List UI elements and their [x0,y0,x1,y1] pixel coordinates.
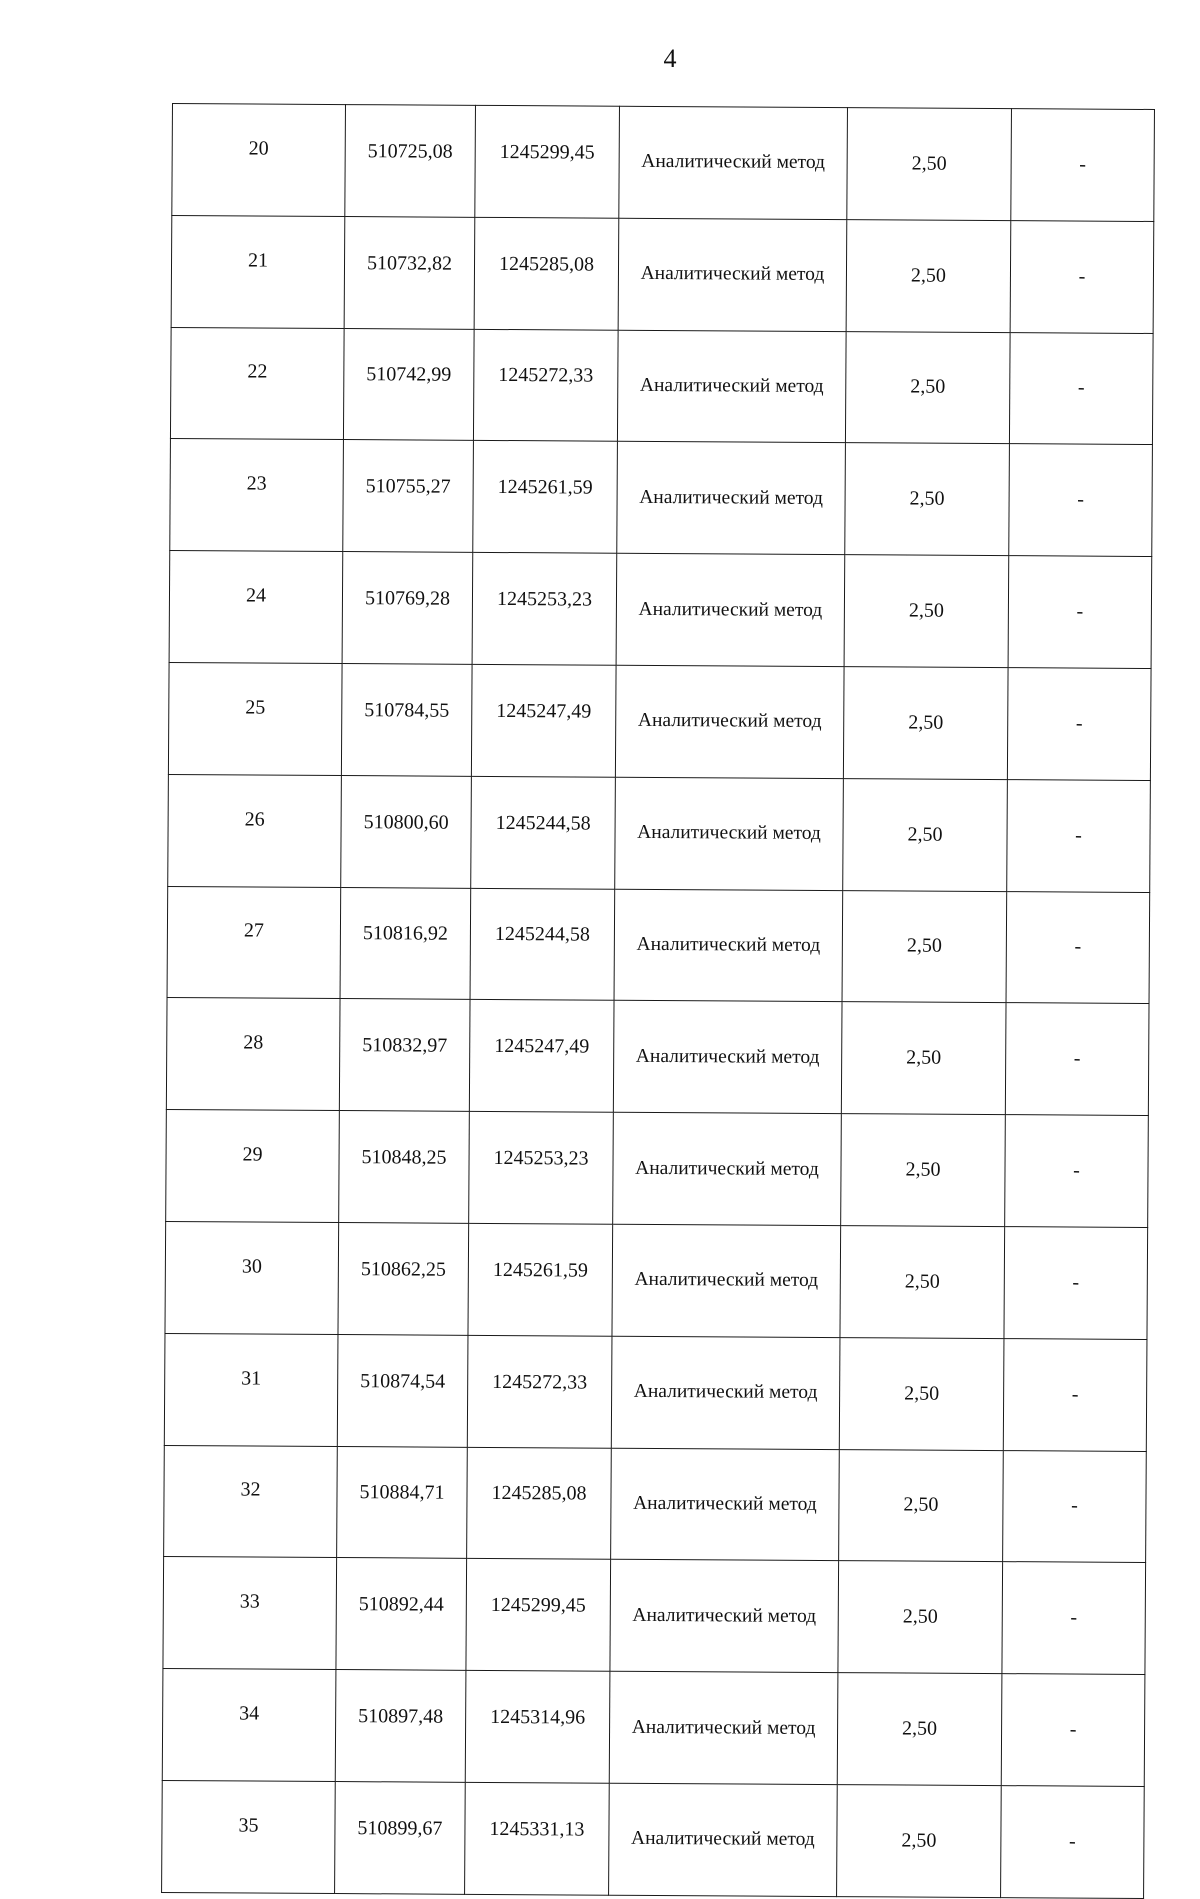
method-cell: Аналитический метод [614,889,843,1002]
note-cell: - [1008,556,1152,669]
x-coordinate-cell: 510784,55 [341,664,472,777]
point-number-cell: 33 [163,1557,337,1670]
point-number-cell: 20 [172,104,346,217]
method-cell: Аналитический метод [619,106,848,219]
note-cell: - [1009,332,1153,445]
method-cell: Аналитический метод [617,330,846,443]
note-cell: - [1010,220,1154,333]
accuracy-cell: 2,50 [837,1785,1002,1898]
method-cell: Аналитический метод [615,777,844,890]
x-coordinate-cell: 510725,08 [345,105,476,218]
method-cell: Аналитический метод [611,1336,840,1449]
table-row [170,327,1153,445]
table-row [172,104,1155,222]
x-coordinate-cell: 510874,54 [337,1334,468,1447]
y-coordinate-cell: 1245253,23 [469,1112,614,1225]
method-cell: Аналитический метод [613,1001,842,1114]
note-cell: - [1007,668,1151,781]
accuracy-cell: 2,50 [843,778,1008,891]
x-coordinate-cell: 510732,82 [344,216,475,329]
accuracy-cell: 2,50 [844,555,1009,668]
point-number-cell: 28 [166,998,340,1111]
accuracy-cell: 2,50 [837,1673,1002,1786]
table-row [168,662,1151,780]
coordinates-table [161,103,1155,1899]
point-number-cell: 34 [162,1669,336,1782]
x-coordinate-cell: 510848,25 [339,1111,470,1224]
x-coordinate-cell: 510892,44 [336,1558,467,1671]
point-number-cell: 35 [162,1780,336,1893]
note-cell: - [1003,1450,1147,1563]
accuracy-cell: 2,50 [838,1561,1003,1674]
note-cell: - [1001,1674,1145,1787]
x-coordinate-cell: 510816,92 [340,887,471,1000]
point-number-cell: 30 [165,1221,339,1334]
method-cell: Аналитический метод [617,442,846,555]
y-coordinate-cell: 1245247,49 [469,1000,614,1113]
y-coordinate-cell: 1245261,59 [468,1223,613,1336]
method-cell: Аналитический метод [613,1112,842,1225]
y-coordinate-cell: 1245244,58 [471,776,616,889]
y-coordinate-cell: 1245314,96 [465,1670,610,1783]
y-coordinate-cell: 1245244,58 [470,888,615,1001]
table-row [166,998,1149,1116]
accuracy-cell: 2,50 [845,331,1010,444]
point-number-cell: 22 [170,327,344,440]
point-number-cell: 24 [169,551,343,664]
x-coordinate-cell: 510862,25 [338,1223,469,1336]
method-cell: Аналитический метод [610,1560,839,1673]
table-row [168,774,1151,892]
y-coordinate-cell: 1245285,08 [474,217,619,330]
point-number-cell: 23 [170,439,344,552]
method-cell: Аналитический метод [611,1448,840,1561]
x-coordinate-cell: 510800,60 [341,775,472,888]
table-row [170,439,1153,557]
table-row [164,1445,1147,1563]
x-coordinate-cell: 510832,97 [339,999,470,1112]
accuracy-cell: 2,50 [847,108,1012,221]
point-number-cell: 21 [171,215,345,328]
method-cell: Аналитический метод [615,665,844,778]
note-cell: - [1002,1562,1146,1675]
x-coordinate-cell: 510884,71 [337,1446,468,1559]
table-row [163,1557,1146,1675]
note-cell: - [1001,1786,1145,1899]
note-cell: - [1003,1338,1147,1451]
point-number-cell: 25 [168,662,342,775]
table-body [162,104,1155,1899]
accuracy-cell: 2,50 [840,1226,1005,1339]
table-row [169,551,1152,669]
page-number: 4 [663,44,677,73]
table-row [166,1110,1149,1228]
x-coordinate-cell: 510897,48 [335,1670,466,1783]
accuracy-cell: 2,50 [839,1449,1004,1562]
accuracy-cell: 2,50 [841,1114,1006,1227]
method-cell: Аналитический метод [616,553,845,666]
x-coordinate-cell: 510755,27 [343,440,474,553]
note-cell: - [1011,109,1155,222]
accuracy-cell: 2,50 [845,443,1010,556]
point-number-cell: 26 [168,774,342,887]
x-coordinate-cell: 510769,28 [342,552,473,665]
table-row [165,1221,1148,1339]
method-cell: Аналитический метод [609,1783,838,1896]
y-coordinate-cell: 1245261,59 [473,441,618,554]
x-coordinate-cell: 510899,67 [335,1781,466,1894]
accuracy-cell: 2,50 [843,667,1008,780]
accuracy-cell: 2,50 [841,1002,1006,1115]
y-coordinate-cell: 1245299,45 [466,1559,611,1672]
y-coordinate-cell: 1245285,08 [467,1447,612,1560]
accuracy-cell: 2,50 [846,219,1011,332]
point-number-cell: 32 [164,1445,338,1558]
note-cell: - [1005,1003,1149,1116]
method-cell: Аналитический метод [618,218,847,331]
y-coordinate-cell: 1245272,33 [467,1335,612,1448]
table-row [171,215,1154,333]
y-coordinate-cell: 1245272,33 [473,329,618,442]
table-row [167,886,1150,1004]
x-coordinate-cell: 510742,99 [343,328,474,441]
point-number-cell: 29 [166,1110,340,1223]
note-cell: - [1007,779,1151,892]
point-number-cell: 27 [167,886,341,999]
table-row [164,1333,1147,1451]
note-cell: - [1004,1227,1148,1340]
y-coordinate-cell: 1245247,49 [471,664,616,777]
accuracy-cell: 2,50 [842,890,1007,1003]
note-cell: - [1006,891,1150,1004]
note-cell: - [1009,444,1153,557]
table-row [162,1780,1145,1898]
y-coordinate-cell: 1245253,23 [472,553,617,666]
accuracy-cell: 2,50 [839,1337,1004,1450]
y-coordinate-cell: 1245299,45 [475,105,620,218]
table-row [162,1669,1145,1787]
point-number-cell: 31 [164,1333,338,1446]
method-cell: Аналитический метод [612,1224,841,1337]
note-cell: - [1005,1115,1149,1228]
method-cell: Аналитический метод [609,1671,838,1784]
y-coordinate-cell: 1245331,13 [465,1782,610,1895]
